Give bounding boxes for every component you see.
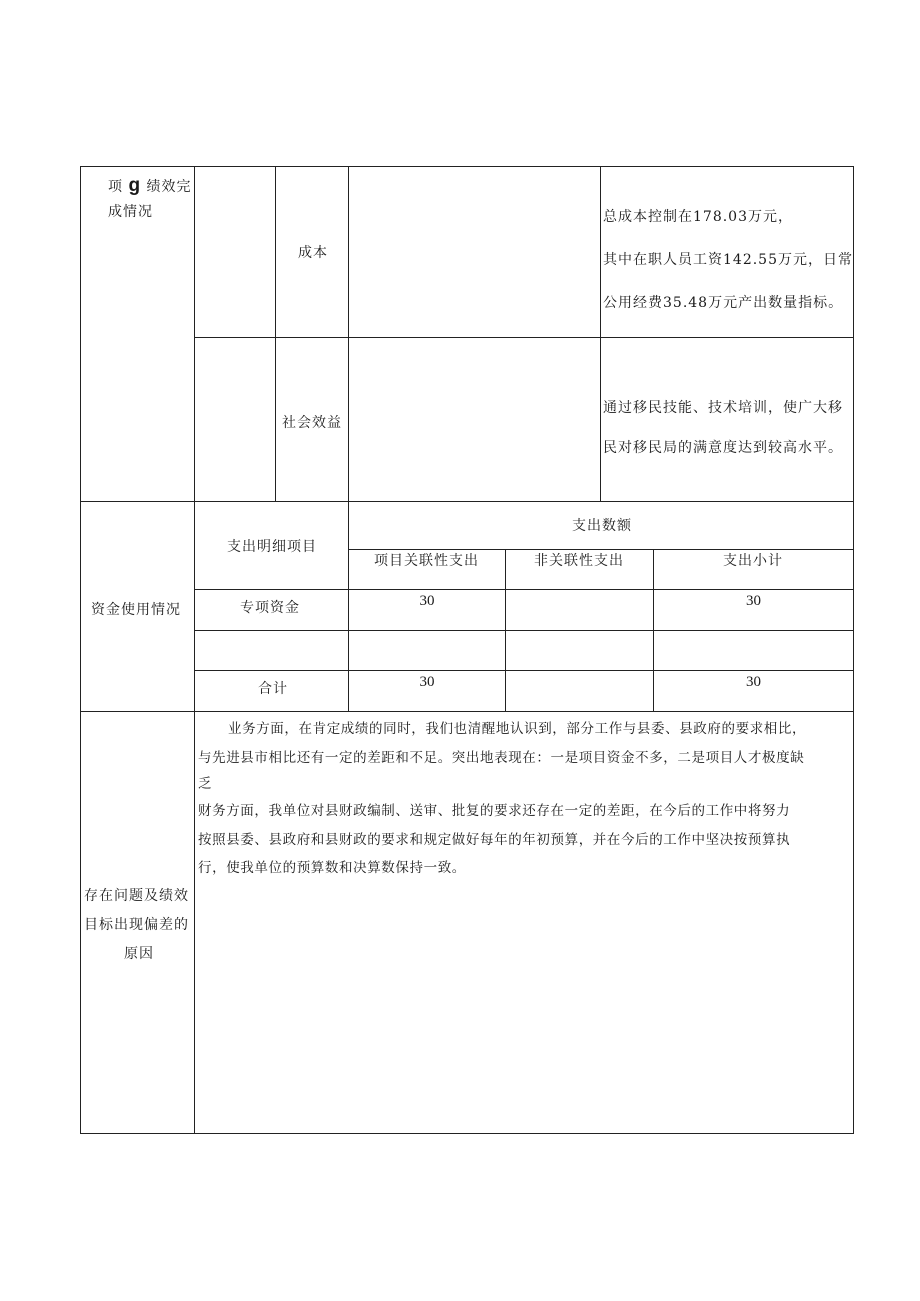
social-label: 社会效益 — [282, 415, 342, 431]
row-divider-amount-header — [349, 549, 854, 550]
issues-text-line: 按照县委、县政府和县财政的要求和规定做好每年的年初预算，并在今后的工作中坚决按预算执 — [198, 832, 791, 848]
issues-text-line: 乏 — [198, 776, 213, 792]
cost-desc-line1: 总成本控制在178.03万元， — [603, 209, 793, 225]
funds-row-label: 专项资金 — [240, 600, 300, 616]
table-left-border — [80, 166, 81, 1134]
table-top-border — [80, 166, 854, 167]
funds-total-subtotal: 30 — [746, 674, 761, 690]
cost-desc-line2: 其中在职人员工资142.55万元，日常 — [603, 252, 853, 268]
col-divider-perf-c — [600, 166, 601, 502]
col-divider-label — [194, 166, 195, 1134]
cost-desc-line3: 公用经费35.48万元产出数量指标。 — [603, 295, 844, 311]
row-divider-cost-social — [195, 337, 854, 338]
funds-detail-header: 支出明细项目 — [227, 539, 317, 555]
funds-col-subtotal: 支出小计 — [723, 553, 783, 569]
issues-text-line: 与先进县市相比还有一定的差距和不足。突出地表现在：一是项目资金不多，二是项目人才极度缺 — [198, 750, 805, 766]
issues-text-line: 行，使我单位的预算数和决算数保持一致。 — [198, 860, 466, 876]
social-desc-line1: 通过移民技能、技术培训，使广大移 — [603, 400, 843, 416]
perf-section-label-line1: 项 g 绩效完 — [108, 175, 192, 196]
funds-total-label: 合计 — [258, 681, 288, 697]
social-desc-line2: 民对移民局的满意度达到较高水平。 — [603, 440, 843, 456]
perf-section-label-glyph: g — [128, 175, 142, 196]
funds-amount-header: 支出数额 — [572, 518, 632, 534]
col-divider-perf-b — [348, 166, 349, 712]
row-divider-funds-issues — [80, 711, 854, 712]
row-divider-blank-total — [195, 670, 854, 671]
funds-col-related: 项目关联性支出 — [374, 553, 479, 569]
row-divider-perf-funds — [80, 501, 854, 502]
issues-text-line: 财务方面，我单位对县财政编制、送审、批复的要求还存在一定的差距，在今后的工作中将努力 — [198, 803, 791, 819]
col-divider-perf-a — [275, 166, 276, 502]
issues-text-line: 业务方面，在肯定成绩的同时，我们也清醒地认识到，部分工作与县委、县政府的要求相比， — [228, 721, 807, 737]
issues-section-label-line1: 存在问题及绩效 — [84, 888, 189, 904]
row-divider-header-special — [195, 589, 854, 590]
issues-section-label-line2: 目标出现偏差的 — [84, 917, 189, 933]
cost-label: 成本 — [298, 245, 328, 261]
perf-section-label-line2: 成情况 — [108, 204, 153, 220]
funds-section-label: 资金使用情况 — [91, 602, 181, 618]
funds-col-unrelated: 非关联性支出 — [534, 553, 624, 569]
table-bottom-border — [80, 1133, 854, 1134]
funds-row-subtotal: 30 — [746, 593, 761, 609]
issues-section-label-line3: 原因 — [124, 946, 154, 962]
funds-row-related: 30 — [419, 593, 435, 609]
table-right-border — [853, 166, 854, 1134]
col-divider-funds-a — [505, 549, 506, 711]
funds-total-related: 30 — [419, 674, 435, 690]
row-divider-special-blank — [195, 630, 854, 631]
